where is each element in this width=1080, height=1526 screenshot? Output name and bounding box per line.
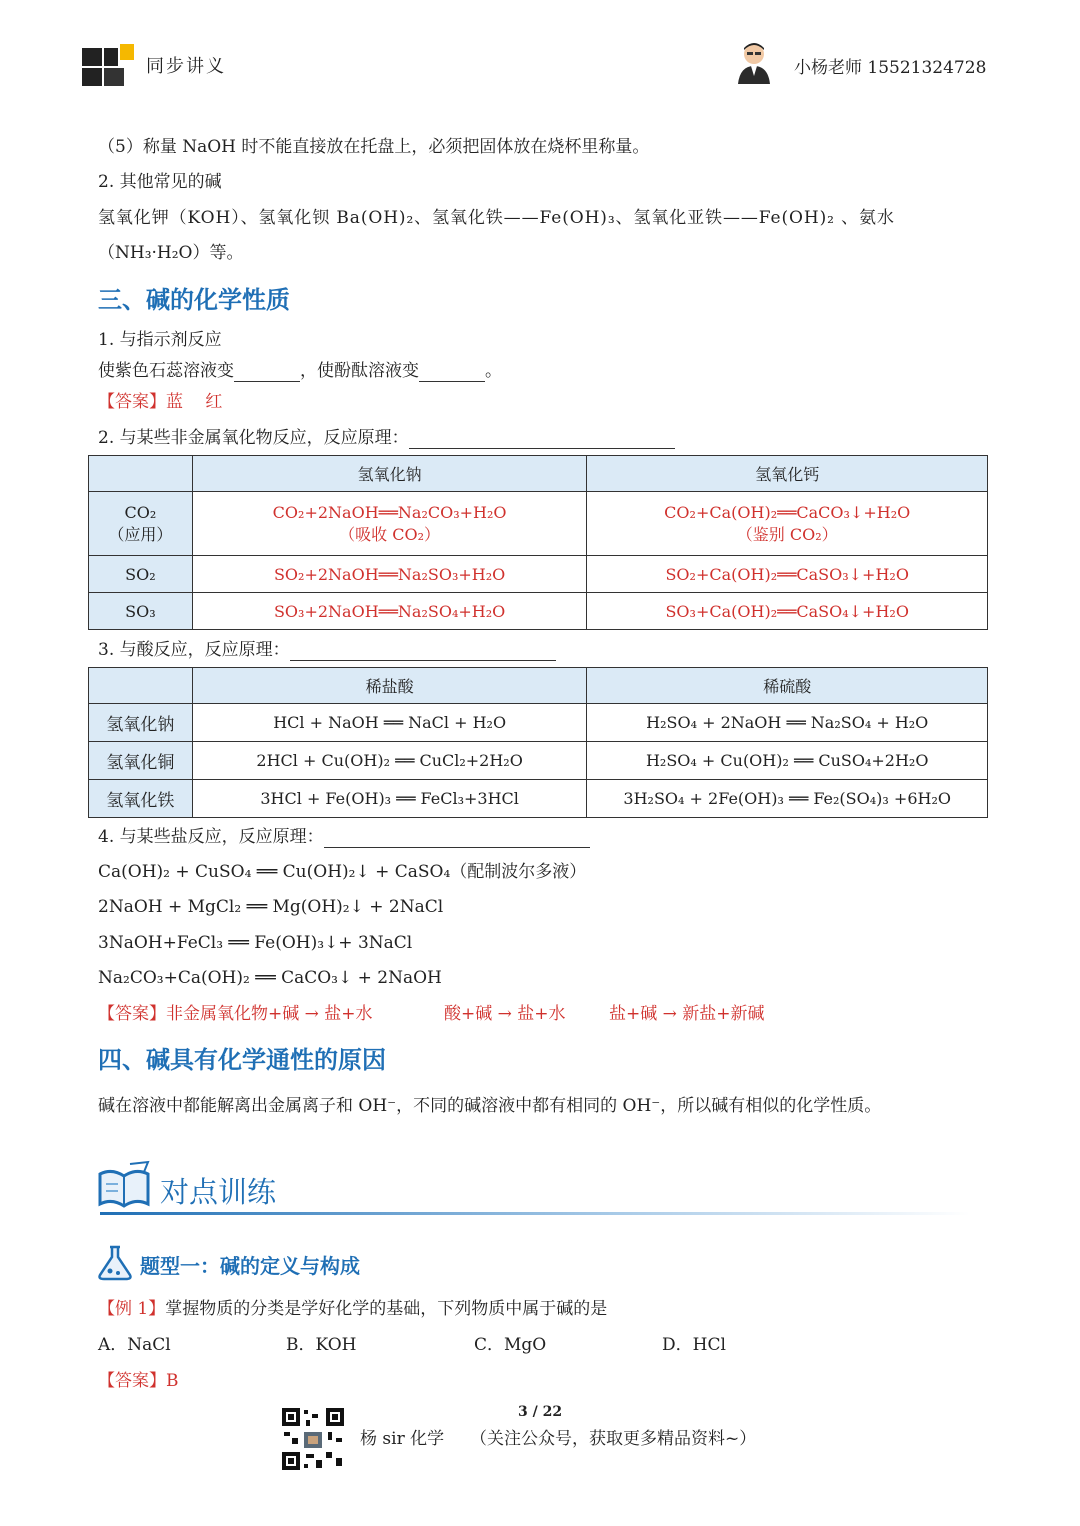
table-cell: SO₃+Ca(OH)₂══CaSO₄↓+H₂O	[587, 593, 988, 630]
option-d: D．HCl	[662, 1335, 726, 1355]
blank-line	[409, 432, 675, 449]
table-cell: 3H₂SO₄ + 2Fe(OH)₃ ══ Fe₂(SO₄)₃ +6H₂O	[587, 780, 988, 818]
table-row-label: SO₃	[89, 593, 193, 630]
equation: CO₂+Ca(OH)₂══CaCO₃↓+H₂O	[664, 502, 911, 522]
type-1-heading: 题型一：碱的定义与构成	[140, 1254, 360, 1278]
indicator-text-b: ，使酚酞溶液变	[300, 361, 419, 381]
row-label-sub: （应用）	[108, 524, 173, 544]
table-header-cell	[89, 668, 193, 704]
table-cell	[192, 492, 587, 556]
table-row-label	[89, 492, 193, 556]
table-header-cell: 氢氧化钙	[587, 456, 988, 492]
answer-principle-3: 盐+碱 → 新盐+新碱	[609, 1004, 765, 1024]
salt-reaction-3: 3NaOH+FeCl₃ ══ Fe(OH)₃↓+ 3NaCl	[98, 933, 413, 953]
answer-tag: 【答案】	[98, 1371, 166, 1391]
equation-note: （吸收 CO₂）	[339, 524, 441, 544]
oxide-reaction-table	[88, 455, 988, 630]
blank-line	[290, 644, 556, 661]
teacher-avatar-icon	[734, 40, 774, 84]
table-header-cell	[89, 456, 193, 492]
indicator-question	[98, 360, 502, 382]
table-cell: 3HCl + Fe(OH)₃ ══ FeCl₃+3HCl	[192, 780, 587, 818]
table-cell: SO₂+2NaOH══Na₂SO₃+H₂O	[192, 556, 587, 593]
indicator-answer	[98, 391, 222, 413]
table-cell	[587, 492, 988, 556]
footer-account: 杨 sir 化学	[360, 1429, 445, 1449]
table-header-cell: 稀盐酸	[192, 668, 587, 704]
book-icon	[96, 1160, 152, 1210]
table-row-label: 氢氧化铜	[89, 742, 193, 780]
paragraph-line-3: 氢氧化钾（KOH）、氢氧化钡 Ba(OH)₂、氢氧化铁——Fe(OH)₃、氢氧化亚铁——Fe(OH)₂ 、氨水	[98, 208, 895, 228]
table-cell: SO₃+2NaOH══Na₂SO₄+H₂O	[192, 593, 587, 630]
qr-code-icon	[280, 1406, 346, 1472]
row-label-text: CO₂	[124, 502, 157, 522]
oxide-title-text: 2. 与某些非金属氧化物反应，反应原理：	[98, 428, 409, 448]
section-4-heading: 四、碱具有化学通性的原因	[98, 1046, 386, 1074]
paragraph-line-4: （NH₃·H₂O）等。	[98, 243, 244, 263]
logo-icon	[82, 44, 136, 88]
salt-reaction-2: 2NaOH + MgCl₂ ══ Mg(OH)₂↓ + 2NaCl	[98, 897, 444, 917]
answer-tag: 【答案】	[98, 392, 166, 412]
practice-title: 对点训练	[160, 1175, 277, 1209]
answer-principle-1: 非金属氧化物+碱 → 盐+水	[166, 1004, 373, 1024]
table-cell: HCl + NaOH ══ NaCl + H₂O	[192, 704, 587, 742]
table-cell: 2HCl + Cu(OH)₂ ══ CuCl₂+2H₂O	[192, 742, 587, 780]
table-header-cell: 稀硫酸	[587, 668, 988, 704]
answer-tag: 【答案】	[98, 1004, 166, 1024]
table-cell: SO₂+Ca(OH)₂══CaSO₃↓+H₂O	[587, 556, 988, 593]
practice-divider	[100, 1212, 970, 1215]
blank-line	[324, 831, 590, 848]
salt-reaction-4: Na₂CO₃+Ca(OH)₂ ══ CaCO₃↓ + 2NaOH	[98, 968, 442, 988]
flask-icon	[96, 1245, 134, 1281]
oxide-title	[98, 427, 675, 449]
principle-answer	[98, 1003, 373, 1025]
salt-title	[98, 826, 590, 848]
teacher-contact: 小杨老师 15521324728	[794, 58, 987, 78]
page-number: 3 / 22	[518, 1404, 563, 1420]
acid-reaction-table	[88, 667, 988, 818]
example-question: 掌握物质的分类是学好化学的基础，下列物质中属于碱的是	[165, 1299, 608, 1319]
section-3-heading: 三、碱的化学性质	[98, 286, 290, 314]
indicator-text-a: 使紫色石蕊溶液变	[98, 361, 234, 381]
paragraph-line-1: （5）称量 NaOH 时不能直接放在托盘上，必须把固体放在烧杯里称量。	[98, 137, 650, 157]
acid-title	[98, 639, 556, 661]
blank-line	[419, 365, 485, 382]
example-tag: 【例 1】	[98, 1299, 166, 1319]
blank-line	[234, 365, 300, 382]
table-cell: H₂SO₄ + Cu(OH)₂ ══ CuSO₄+2H₂O	[587, 742, 988, 780]
table-row-label: 氢氧化钠	[89, 704, 193, 742]
answer-text: 蓝 红	[166, 392, 223, 412]
equation: CO₂+2NaOH══Na₂CO₃+H₂O	[272, 502, 507, 522]
answer-principle-2: 酸+碱 → 盐+水	[444, 1004, 566, 1024]
example-1	[98, 1298, 607, 1320]
acid-title-text: 3. 与酸反应，反应原理：	[98, 640, 290, 660]
option-a: A．NaCl	[98, 1335, 171, 1355]
footer-note: （关注公众号，获取更多精品资料~）	[470, 1429, 757, 1449]
equation-note: （鉴别 CO₂）	[736, 524, 838, 544]
answer-value: B	[166, 1371, 179, 1391]
example-answer	[98, 1370, 179, 1392]
option-c: C．MgO	[474, 1335, 547, 1355]
header-title: 同步讲义	[146, 56, 226, 77]
indicator-text-c: 。	[485, 361, 502, 381]
indicator-title: 1. 与指示剂反应	[98, 330, 222, 350]
table-row-label: SO₂	[89, 556, 193, 593]
table-cell: H₂SO₄ + 2NaOH ══ Na₂SO₄ + H₂O	[587, 704, 988, 742]
section-4-text: 碱在溶液中都能解离出金属离子和 OH⁻，不同的碱溶液中都有相同的 OH⁻，所以碱有相似的化学性质。	[98, 1096, 882, 1116]
table-row-label: 氢氧化铁	[89, 780, 193, 818]
option-b: B．KOH	[286, 1335, 357, 1355]
table-header-cell: 氢氧化钠	[192, 456, 587, 492]
salt-title-text: 4. 与某些盐反应，反应原理：	[98, 827, 324, 847]
paragraph-line-2: 2. 其他常见的碱	[98, 172, 222, 192]
salt-reaction-1: Ca(OH)₂ + CuSO₄ ══ Cu(OH)₂↓ + CaSO₄（配制波尔多液）	[98, 862, 587, 882]
